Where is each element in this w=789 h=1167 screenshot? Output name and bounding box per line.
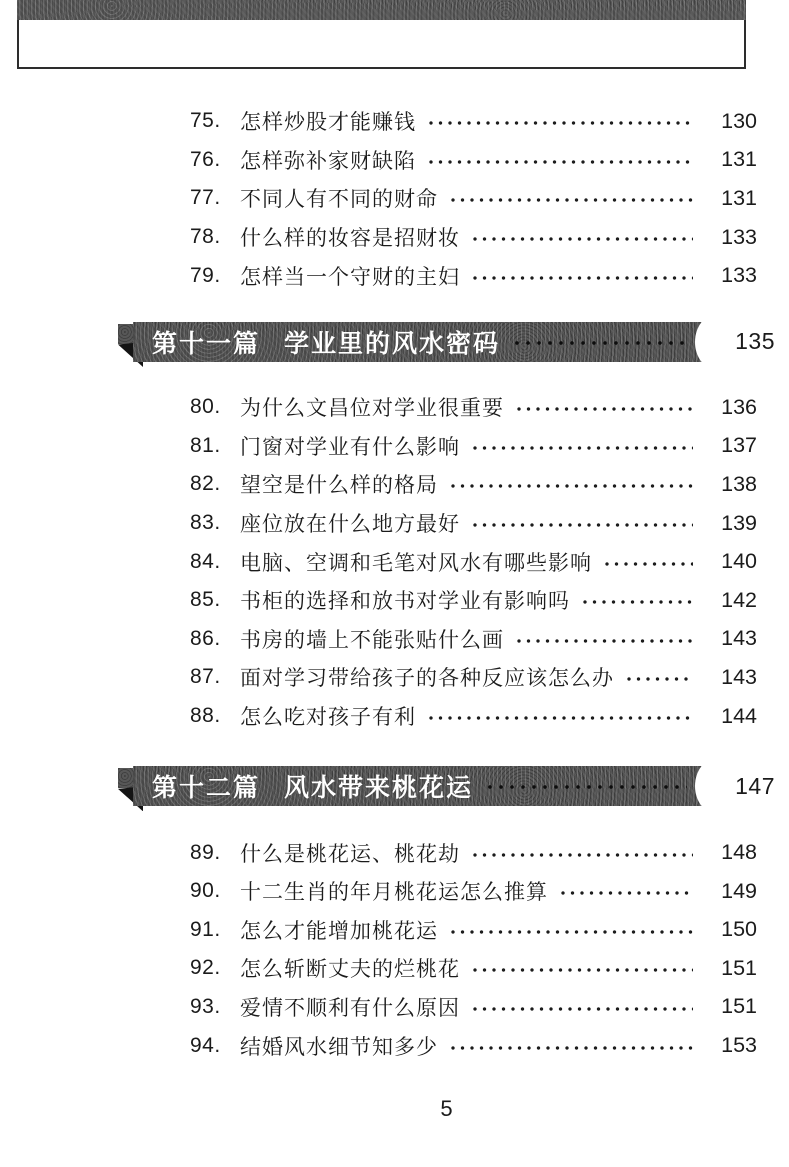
dot-leader [582, 599, 693, 605]
entry-number: 80. [190, 395, 221, 419]
section-part-label: 第十二篇 [152, 774, 261, 803]
entry-page: 148 [721, 840, 757, 865]
entry-number: 88. [190, 704, 221, 728]
dot-leader [472, 852, 693, 858]
dot-leader [472, 1006, 693, 1012]
entry-number: 93. [190, 994, 221, 1018]
toc-entry [190, 179, 757, 218]
dot-leader [626, 676, 693, 682]
toc-entry [190, 542, 757, 581]
entry-number: 78. [190, 225, 221, 249]
toc-entry [190, 697, 757, 736]
toc-entry [190, 658, 757, 697]
entry-page: 151 [721, 994, 757, 1019]
entry-page: 133 [721, 224, 757, 249]
entry-title: 怎样弥补家财缺陷 [240, 149, 416, 173]
page-header-box [17, 0, 746, 69]
toc-entry [190, 988, 757, 1027]
dot-leader [487, 784, 687, 790]
toc-entry [190, 141, 757, 180]
section-title: 风水带来桃花运 [284, 774, 474, 803]
entry-number: 86. [190, 626, 221, 650]
entry-title: 十二生肖的年月桃花运怎么推算 [240, 881, 548, 905]
entry-title: 怎样当一个守财的主妇 [240, 265, 460, 289]
dot-leader [514, 340, 687, 346]
entry-page: 133 [721, 263, 757, 288]
header-dark-bar [17, 0, 746, 22]
entry-title: 怎么吃对孩子有利 [240, 706, 416, 730]
entry-number: 92. [190, 956, 221, 980]
dot-leader [428, 715, 693, 721]
toc-content [0, 69, 789, 1122]
entry-page: 138 [721, 471, 757, 496]
entry-page: 131 [721, 185, 757, 210]
dot-leader [472, 445, 693, 451]
entry-title: 书房的墙上不能张贴什么画 [240, 628, 504, 652]
dot-leader [560, 890, 693, 896]
dot-leader [472, 275, 693, 281]
entry-page: 144 [721, 703, 757, 728]
entry-page: 137 [721, 433, 757, 458]
section-page: 147 [735, 772, 775, 799]
toc-entry [190, 504, 757, 543]
entry-title: 电脑、空调和毛笔对风水有哪些影响 [240, 551, 592, 575]
toc-entry [190, 427, 757, 466]
entry-number: 79. [190, 263, 221, 287]
toc-entry [190, 102, 757, 141]
entry-number: 81. [190, 433, 221, 457]
section-band [133, 322, 717, 362]
entry-number: 89. [190, 840, 221, 864]
entry-page: 131 [721, 147, 757, 172]
entry-page: 142 [721, 587, 757, 612]
entry-page: 140 [721, 549, 757, 574]
entry-title: 为什么文昌位对学业很重要 [240, 397, 504, 421]
section-title: 学业里的风水密码 [284, 329, 501, 358]
entry-page: 130 [721, 108, 757, 133]
entry-title: 望空是什么样的格局 [240, 474, 438, 498]
entry-page: 136 [721, 394, 757, 419]
entry-page: 143 [721, 664, 757, 689]
entry-page: 149 [721, 878, 757, 903]
entry-number: 85. [190, 588, 221, 612]
entry-page: 139 [721, 510, 757, 535]
folio-page-number: 5 [440, 1095, 453, 1121]
entry-number: 94. [190, 1033, 221, 1057]
dot-leader [450, 197, 693, 203]
entry-number: 83. [190, 511, 221, 535]
entry-page: 153 [721, 1033, 757, 1058]
toc-entry [190, 911, 757, 950]
header-empty-frame [17, 20, 746, 69]
entry-page: 151 [721, 955, 757, 980]
entry-title: 门窗对学业有什么影响 [240, 435, 460, 459]
entry-number: 91. [190, 917, 221, 941]
section-header-12 [118, 766, 775, 806]
toc-entry [190, 256, 757, 295]
entry-title: 结婚风水细节知多少 [240, 1035, 438, 1059]
toc-entry [190, 218, 757, 257]
dot-leader [428, 159, 693, 165]
entry-title: 怎样炒股才能赚钱 [240, 111, 416, 135]
entry-number: 82. [190, 472, 221, 496]
entry-title: 不同人有不同的财命 [240, 188, 438, 212]
toc-entry [190, 833, 757, 872]
section-page: 135 [735, 328, 775, 355]
section-header-11 [118, 322, 775, 362]
entry-title: 怎么斩断丈夫的烂桃花 [240, 958, 460, 982]
toc-group [190, 833, 757, 1065]
toc-entry [190, 465, 757, 504]
entry-title: 怎么才能增加桃花运 [240, 919, 438, 943]
entry-number: 76. [190, 147, 221, 171]
dot-leader [450, 929, 693, 935]
dot-leader [472, 236, 693, 242]
entry-page: 150 [721, 917, 757, 942]
entry-number: 77. [190, 186, 221, 210]
dot-leader [516, 406, 693, 412]
entry-title: 座位放在什么地方最好 [240, 513, 460, 537]
entry-title: 面对学习带给孩子的各种反应该怎么办 [240, 667, 614, 691]
section-band [133, 766, 717, 806]
dot-leader [428, 120, 693, 126]
dot-leader [450, 1045, 693, 1051]
entry-number: 84. [190, 549, 221, 573]
section-part-label: 第十一篇 [152, 329, 261, 358]
entry-number: 87. [190, 665, 221, 689]
entry-page: 143 [721, 626, 757, 651]
entry-title: 什么样的妆容是招财妆 [240, 227, 460, 251]
toc-entry [190, 872, 757, 911]
toc-entry [190, 581, 757, 620]
toc-entry [190, 620, 757, 659]
toc-group [190, 102, 757, 295]
dot-leader [516, 638, 693, 644]
toc-entry [190, 1026, 757, 1065]
entry-title: 爱情不顺利有什么原因 [240, 996, 460, 1020]
toc-group [190, 388, 757, 735]
toc-entry [190, 949, 757, 988]
dot-leader [604, 561, 693, 567]
dot-leader [450, 483, 693, 489]
entry-number: 90. [190, 879, 221, 903]
entry-number: 75. [190, 109, 221, 133]
dot-leader [472, 967, 693, 973]
entry-title: 书柜的选择和放书对学业有影响吗 [240, 590, 570, 614]
toc-entry [190, 388, 757, 427]
dot-leader [472, 522, 693, 528]
entry-title: 什么是桃花运、桃花劫 [240, 842, 460, 866]
